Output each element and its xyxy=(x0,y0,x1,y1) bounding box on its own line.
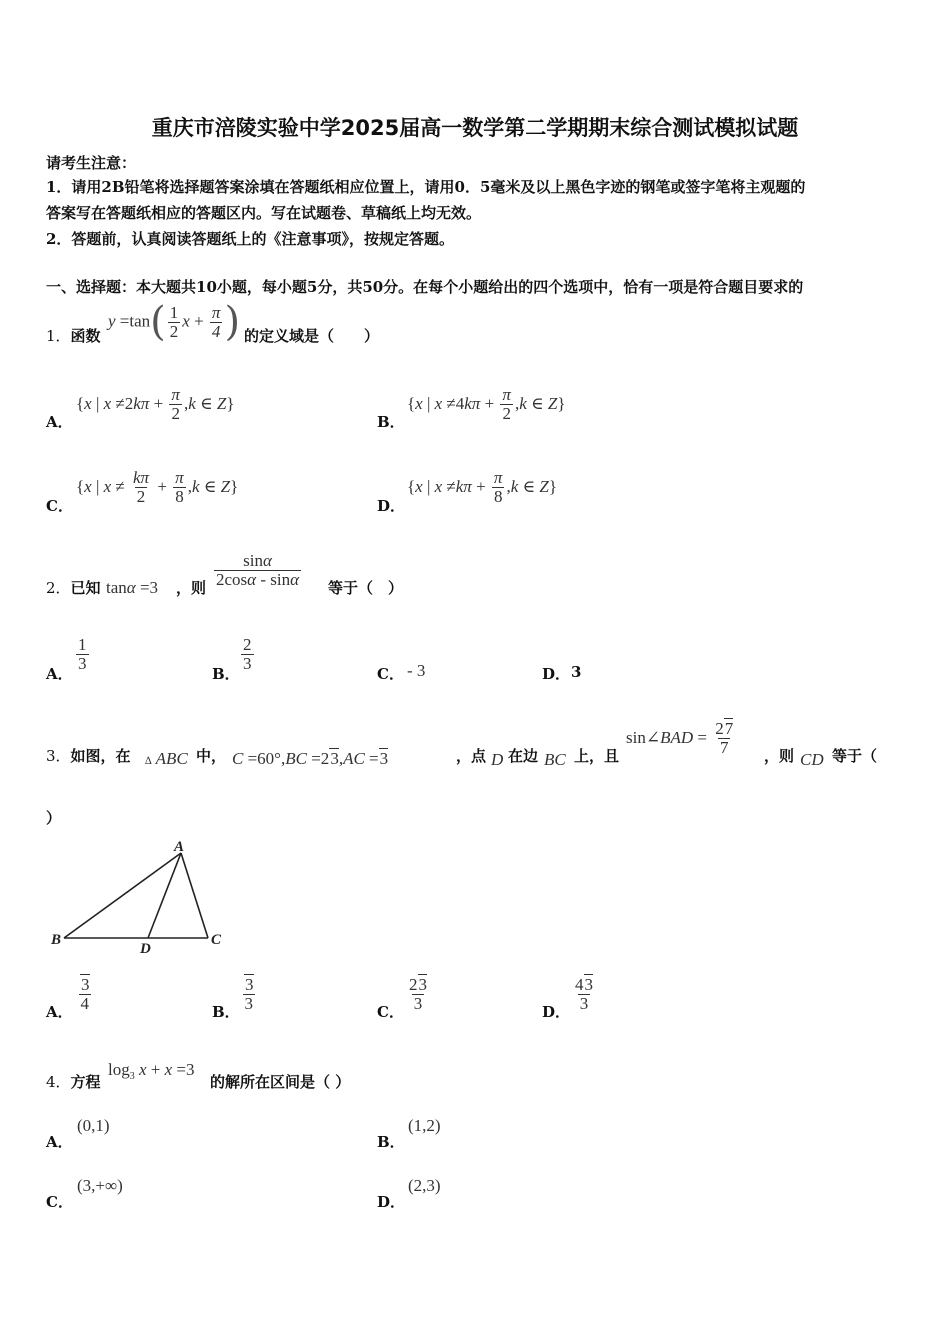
notice-line-1b: 答案写在答题纸相应的答题区内。写在试题卷、草稿纸上均无效。 xyxy=(46,204,482,222)
notice-line-2: 2．答题前，认真阅读答题纸上的《注意事项》，按规定答题。 xyxy=(46,230,454,248)
q4-option-b-label[interactable]: B． xyxy=(377,1133,405,1151)
q2-option-a[interactable]: $\frac{1}{3}$ xyxy=(78,635,87,673)
side-ac xyxy=(181,853,208,938)
q3-text-2: 中， xyxy=(196,747,227,765)
q3-option-b[interactable]: $\frac{3}{3}$ xyxy=(244,975,254,1013)
q4-option-c[interactable]: (3,+∞) xyxy=(77,1176,123,1195)
q3-text-6: ，则 xyxy=(764,747,795,765)
q4-option-b[interactable]: (1,2) xyxy=(408,1116,441,1135)
triangle-figure xyxy=(46,835,236,960)
q1-option-d[interactable]: {x | x ≠kπ + $\frac{\pi}{8}$ ,k ∈ Z} xyxy=(407,468,557,506)
q2-option-b[interactable]: $\frac{2}{3}$ xyxy=(243,635,252,673)
q2-option-d-label[interactable]: D． xyxy=(542,665,571,683)
section-heading: 一、选择题：本大题共10小题，每小题5分，共50分。在每个小题给出的四个选项中，恰有一项是符合题目要求的 xyxy=(46,278,804,296)
question-4: 4．方程 xyxy=(46,1073,101,1091)
label-a: A xyxy=(174,839,185,855)
q1-option-c[interactable]: {x | x ≠ $\frac{k\pi}{2}$ + $\frac{\pi}{8}$ ,k ∈ Z} xyxy=(76,468,239,506)
q2-option-b-label[interactable]: B． xyxy=(212,665,240,683)
question-3: 3．如图，在 xyxy=(46,747,131,765)
q4-stem-end: 的解所在区间是（ ） xyxy=(210,1073,351,1091)
label-c: C xyxy=(211,932,222,948)
q4-option-a[interactable]: (0,1) xyxy=(77,1116,110,1135)
q3-condition: sin∠BAD = $\frac{27}{7}$ xyxy=(626,719,734,757)
q2-option-d[interactable]: 3 xyxy=(571,663,582,681)
side-ab xyxy=(64,853,181,938)
q3-option-d-label[interactable]: D． xyxy=(542,1003,571,1021)
q3-option-a-label[interactable]: A． xyxy=(46,1003,73,1021)
q3-text-3: ，点 xyxy=(456,747,487,765)
question-1: 1．函数 xyxy=(46,327,101,345)
label-d: D xyxy=(140,941,151,957)
q1-option-a[interactable]: {x | x ≠2kπ + $\frac{\pi}{2}$ ,k ∈ Z} xyxy=(76,385,235,423)
q1-option-a-label[interactable]: A． xyxy=(46,413,73,431)
q2-option-a-label[interactable]: A． xyxy=(46,665,73,683)
q4-equation: $\log_3 x + x =3$ xyxy=(108,1060,195,1082)
q3-given: C =60°,BC =23,AC =3 xyxy=(232,749,389,768)
q3-side-bc: BC xyxy=(544,750,566,769)
q3-option-c-label[interactable]: C． xyxy=(377,1003,404,1021)
q4-option-d-label[interactable]: D． xyxy=(377,1193,406,1211)
question-2: 2．已知 xyxy=(46,579,101,597)
q1-formula: y =tan( $\frac{1}{2}$ x + $\frac{\pi}{4}$ ) xyxy=(108,299,241,345)
page-title: 重庆市涪陵实验中学2025届高一数学第二学期期末综合测试模拟试题 xyxy=(151,116,799,140)
q3-option-c[interactable]: $\frac{23}{3}$ xyxy=(409,975,427,1013)
q3-option-d[interactable]: $\frac{43}{3}$ xyxy=(575,975,593,1013)
q4-option-c-label[interactable]: C． xyxy=(46,1193,73,1211)
q1-option-c-label[interactable]: C． xyxy=(46,497,73,515)
q1-option-b-label[interactable]: B． xyxy=(377,413,405,431)
notice-heading: 请考生注意： xyxy=(46,154,137,172)
question-number: 1． xyxy=(46,327,71,345)
label-b: B xyxy=(51,932,62,948)
q3-text-8: ） xyxy=(46,809,62,827)
q3-option-b-label[interactable]: B． xyxy=(212,1003,240,1021)
notice-line-1a: 1．请用2B铅笔将选择题答案涂填在答题纸相应位置上，请用0．5毫米及以上黑色字迹的钢笔或签字笔将主观题的 xyxy=(46,178,806,196)
q3-text-5: 上，且 xyxy=(574,747,620,765)
q3-triangle: ∆ ABC xyxy=(145,749,188,768)
q1-option-d-label[interactable]: D． xyxy=(377,497,406,515)
q2-stem-mid: ，则 xyxy=(176,579,207,597)
q2-given: tanα =3 xyxy=(106,578,159,597)
q3-text-4: 在边 xyxy=(508,747,539,765)
q3-point-d: D xyxy=(491,750,504,769)
q1-option-b[interactable]: {x | x ≠4kπ + $\frac{\pi}{2}$ ,k ∈ Z} xyxy=(407,385,566,423)
q3-text-7: 等于（ xyxy=(832,747,878,765)
q3-option-a[interactable]: $\frac{3}{4}$ xyxy=(80,975,90,1013)
q2-expression: $\frac{\sin\alpha}{2\cos\alpha - \sin\alpha}$ xyxy=(216,551,300,589)
q1-stem-end: 的定义域是（ ） xyxy=(244,327,380,345)
q2-option-c[interactable]: - 3 xyxy=(407,661,426,680)
q4-option-d[interactable]: (2,3) xyxy=(408,1176,441,1195)
q4-option-a-label[interactable]: A． xyxy=(46,1133,73,1151)
q3-segment-cd: CD xyxy=(800,750,824,769)
q2-stem-end: 等于（ ） xyxy=(328,579,404,597)
q2-option-c-label[interactable]: C． xyxy=(377,665,404,683)
